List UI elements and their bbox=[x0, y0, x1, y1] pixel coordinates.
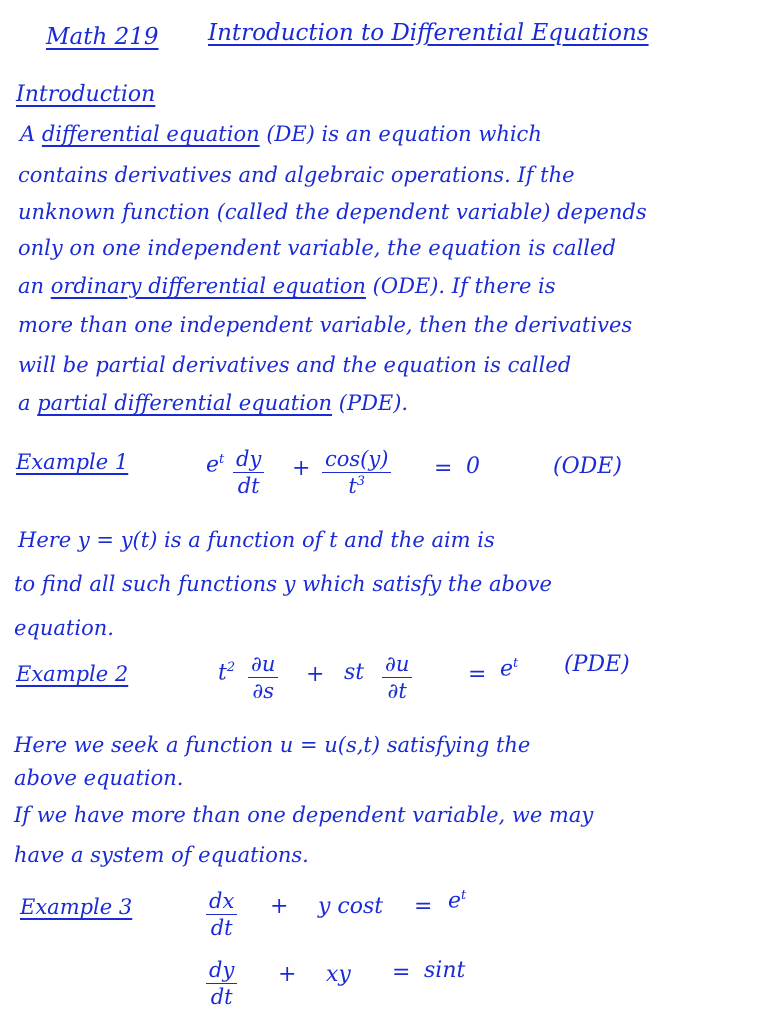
example-1-frac2-num: cos(y) bbox=[322, 447, 391, 473]
example-2-frac1-den: ∂s bbox=[252, 679, 275, 704]
intro-line-1-post: (DE) is an equation which bbox=[266, 122, 542, 146]
intro-line-3: unknown function (called the dependent variable) depends bbox=[18, 200, 647, 224]
example-2-explain-4: have a system of equations. bbox=[14, 843, 309, 867]
example-1-rhs: 0 bbox=[466, 454, 480, 479]
example-1-coef-exp: t bbox=[219, 452, 225, 467]
section-heading: Introduction bbox=[16, 82, 156, 107]
example-3-eq2-plus: + bbox=[278, 962, 297, 987]
term-pde: partial differential equation bbox=[37, 391, 333, 415]
example-2-tag: (PDE) bbox=[564, 652, 630, 677]
example-3-eq2-frac-num: dy bbox=[206, 958, 237, 984]
example-2-frac1-num: ∂u bbox=[248, 652, 278, 678]
example-1-explain-2: to find all such functions y which satisfy the above bbox=[14, 572, 552, 596]
example-2-coef2: st bbox=[344, 660, 365, 685]
example-2-equals: = bbox=[468, 662, 487, 687]
example-1-frac2-den-exp: 3 bbox=[356, 474, 366, 490]
intro-line-1-pre: A bbox=[20, 122, 36, 146]
example-2-rhs bbox=[500, 656, 518, 681]
intro-line-5 bbox=[18, 276, 556, 297]
intro-line-5-pre: an bbox=[18, 274, 45, 298]
example-1-tag: (ODE) bbox=[553, 454, 622, 479]
intro-line-4: only on one independent variable, the equation is called bbox=[18, 236, 616, 260]
intro-line-1 bbox=[20, 124, 542, 145]
example-3-eq1-frac-den: dt bbox=[210, 916, 233, 941]
example-3-eq2-frac-den: dt bbox=[210, 985, 233, 1010]
example-3-eq2-term: xy bbox=[326, 962, 351, 987]
example-3-eq1-term: y cost bbox=[318, 894, 384, 919]
example-2-frac-du-dt bbox=[382, 652, 412, 703]
example-3-eq2-equals: = bbox=[392, 960, 411, 985]
example-1-frac-cos bbox=[322, 447, 391, 498]
intro-line-2: contains derivatives and algebraic operations. If the bbox=[18, 163, 575, 187]
example-1-label: Example 1 bbox=[16, 450, 129, 474]
example-3-eq1-frac-num: dx bbox=[206, 889, 237, 915]
example-2-frac-du-ds bbox=[248, 652, 278, 703]
example-3-eq2-rhs: sint bbox=[424, 958, 466, 983]
example-3-eq1-equals: = bbox=[414, 894, 433, 919]
example-1-frac2-den bbox=[348, 473, 365, 498]
page-title: Introduction to Differential Equations bbox=[208, 20, 649, 46]
term-differential-equation: differential equation bbox=[41, 122, 260, 146]
example-2-plus: + bbox=[306, 662, 325, 687]
example-3-label: Example 3 bbox=[20, 895, 133, 919]
example-2-frac2-den: ∂t bbox=[387, 679, 407, 704]
example-2-rhs-exp: t bbox=[513, 656, 519, 671]
example-1-explain-1: Here y = y(t) is a function of t and the aim is bbox=[18, 528, 495, 552]
intro-line-8 bbox=[18, 393, 408, 414]
example-1-equals: = bbox=[434, 456, 453, 481]
example-3-eq1-rhs-base: e bbox=[448, 888, 462, 914]
intro-line-5-post: (ODE). If there is bbox=[372, 274, 556, 298]
example-1-frac-dy-dt bbox=[233, 447, 264, 498]
term-ode: ordinary differential equation bbox=[50, 274, 366, 298]
example-1-explain-3: equation. bbox=[14, 616, 114, 640]
example-2-label: Example 2 bbox=[16, 662, 129, 686]
example-3-eq1-frac bbox=[206, 889, 237, 940]
course-code: Math 219 bbox=[46, 24, 159, 50]
example-2-explain-2: above equation. bbox=[14, 766, 184, 790]
example-1-frac1-num: dy bbox=[233, 447, 264, 473]
example-1-frac2-den-base: t bbox=[348, 474, 357, 499]
intro-line-7: will be partial derivatives and the equation is called bbox=[18, 353, 572, 377]
example-2-rhs-base: e bbox=[500, 656, 514, 682]
example-2-frac2-num: ∂u bbox=[382, 652, 412, 678]
example-3-eq1-rhs bbox=[448, 888, 466, 913]
example-3-eq1-plus: + bbox=[270, 894, 289, 919]
intro-line-8-post: (PDE). bbox=[338, 391, 409, 415]
example-2-coef1-exp: 2 bbox=[226, 660, 236, 675]
example-2-explain-3: If we have more than one dependent variable, we may bbox=[14, 803, 594, 827]
intro-line-6: more than one independent variable, then the derivatives bbox=[18, 313, 633, 337]
example-3-eq1-rhs-exp: t bbox=[461, 888, 467, 903]
example-1-frac1-den: dt bbox=[237, 474, 260, 499]
example-1-coef bbox=[206, 452, 224, 477]
intro-line-8-pre: a bbox=[18, 391, 31, 415]
example-2-coef1 bbox=[218, 660, 235, 685]
example-2-explain-1: Here we seek a function u = u(s,t) satisfying the bbox=[14, 733, 531, 757]
example-3-eq2-frac bbox=[206, 958, 237, 1009]
example-2-coef1-base: t bbox=[218, 660, 227, 686]
example-1-plus: + bbox=[292, 456, 311, 481]
example-1-coef-base: e bbox=[206, 452, 220, 478]
